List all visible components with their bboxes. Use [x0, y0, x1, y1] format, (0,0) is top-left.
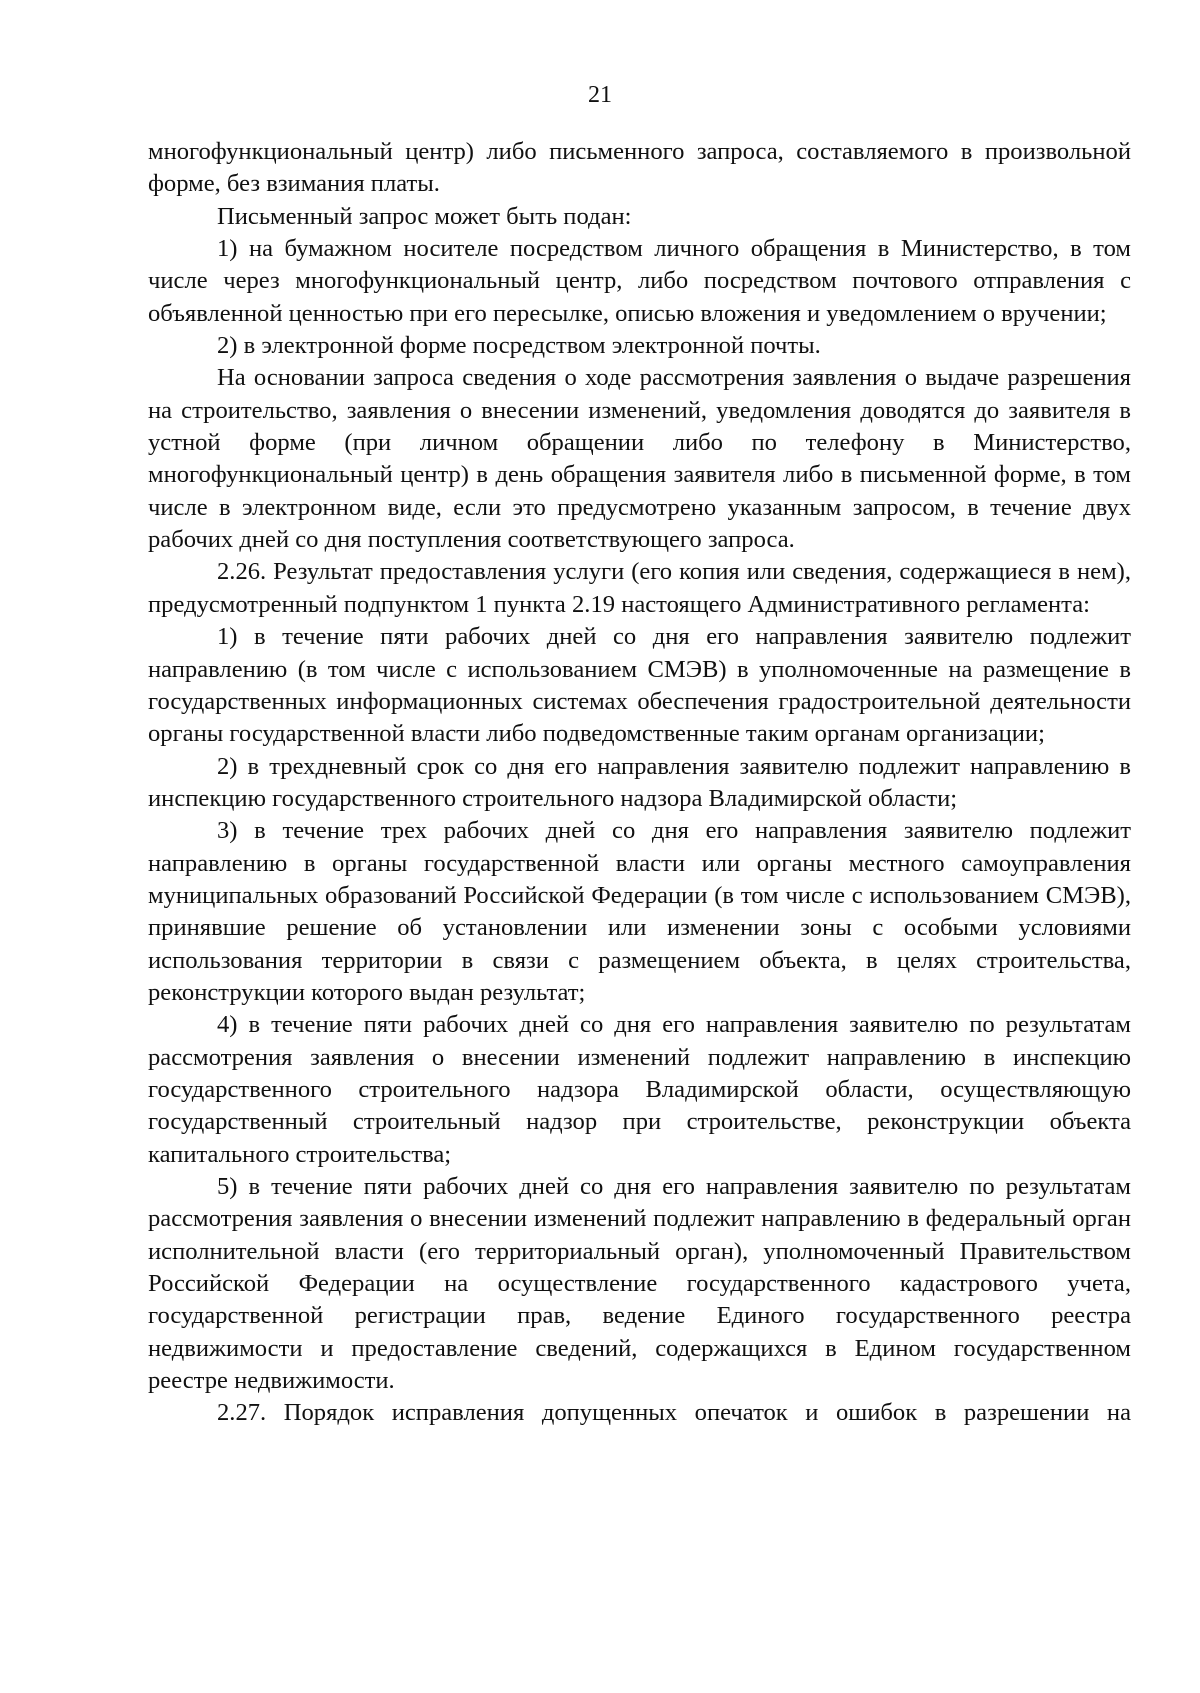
- paragraph-item-4: 4) в течение пяти рабочих дней со дня его направления заявителю по результатам рассмотрения заявления о внесении изменений подлежит направлению в инспекцию государственного строительного надзора Владимирской области, осуществляющую государственный строительный надзор при строительстве, реконструкции объекта капитального строительства;: [148, 1011, 1131, 1168]
- paragraph-item-3: 3) в течение трех рабочих дней со дня его направления заявителю подлежит направлению в органы государственной власти или органы местного самоуправления муниципальных образований Российской Федерации (в том числе с использованием СМЭВ), принявшие решение об установлении или изменении зоны с особыми условиями использования территории в связи с размещением объекта, в целях строительства, реконструкции которого выдан результат;: [148, 817, 1131, 1006]
- paragraph-paper-request: 1) на бумажном носителе посредством личного обращения в Министерство, в том числе через многофункциональный центр, либо посредством почтового отправления с объявленной ценностью при его пересылке, описью вложения и уведомлением о вручении;: [148, 235, 1131, 327]
- paragraph-item-1: 1) в течение пяти рабочих дней со дня его направления заявителю подлежит направлению (в том числе с использованием СМЭВ) в уполномоченные на размещение в государственных информационных системах обеспечения градостроительной деятельности органы государственной власти либо подведомственные таким органам организации;: [148, 623, 1131, 748]
- paragraph-section-2-26: 2.26. Результат предоставления услуги (его копия или сведения, содержащиеся в нем), предусмотренный подпунктом 1 пункта 2.19 настоящего Административного регламента:: [148, 558, 1131, 618]
- paragraph-request-response: На основании запроса сведения о ходе рассмотрения заявления о выдаче разрешения на строительство, заявления о внесении изменений, уведомления доводятся до заявителя в устной форме (при личном обращении либо по телефону в Министерство, многофункциональный центр) в день обращения заявителя либо в письменной форме, в том числе в электронном виде, если это предусмотрено указанным запросом, в течение двух рабочих дней со дня поступления соответствующего запроса.: [148, 364, 1131, 554]
- paragraph-written-request-intro: Письменный запрос может быть подан:: [217, 202, 632, 230]
- paragraph-item-5: 5) в течение пяти рабочих дней со дня его направления заявителю по результатам рассмотрения заявления о внесении изменений подлежит направлению в федеральный орган исполнительной власти (его территориальный орган), уполномоченный Правительством Российской Федерации на осуществление государственного кадастрового учета, государственной регистрации прав, ведение Единого государственного реестра недвижимости и предоставление сведений, содержащихся в Едином государственном реестре недвижимости.: [148, 1173, 1131, 1395]
- document-body: [148, 136, 1131, 1430]
- paragraph-item-2: 2) в трехдневный срок со дня его направления заявителю подлежит направлению в инспекцию государственного строительного надзора Владимирской области;: [148, 752, 1131, 812]
- page-number: 21: [588, 82, 612, 108]
- paragraph-section-2-27: 2.27. Порядок исправления допущенных опечаток и ошибок в разрешении на: [217, 1399, 1131, 1427]
- paragraph-continuation: многофункциональный центр) либо письменного запроса, составляемого в произвольной форме, без взимания платы.: [148, 138, 1131, 198]
- paragraph-electronic-request: 2) в электронной форме посредством электронной почты.: [217, 332, 821, 360]
